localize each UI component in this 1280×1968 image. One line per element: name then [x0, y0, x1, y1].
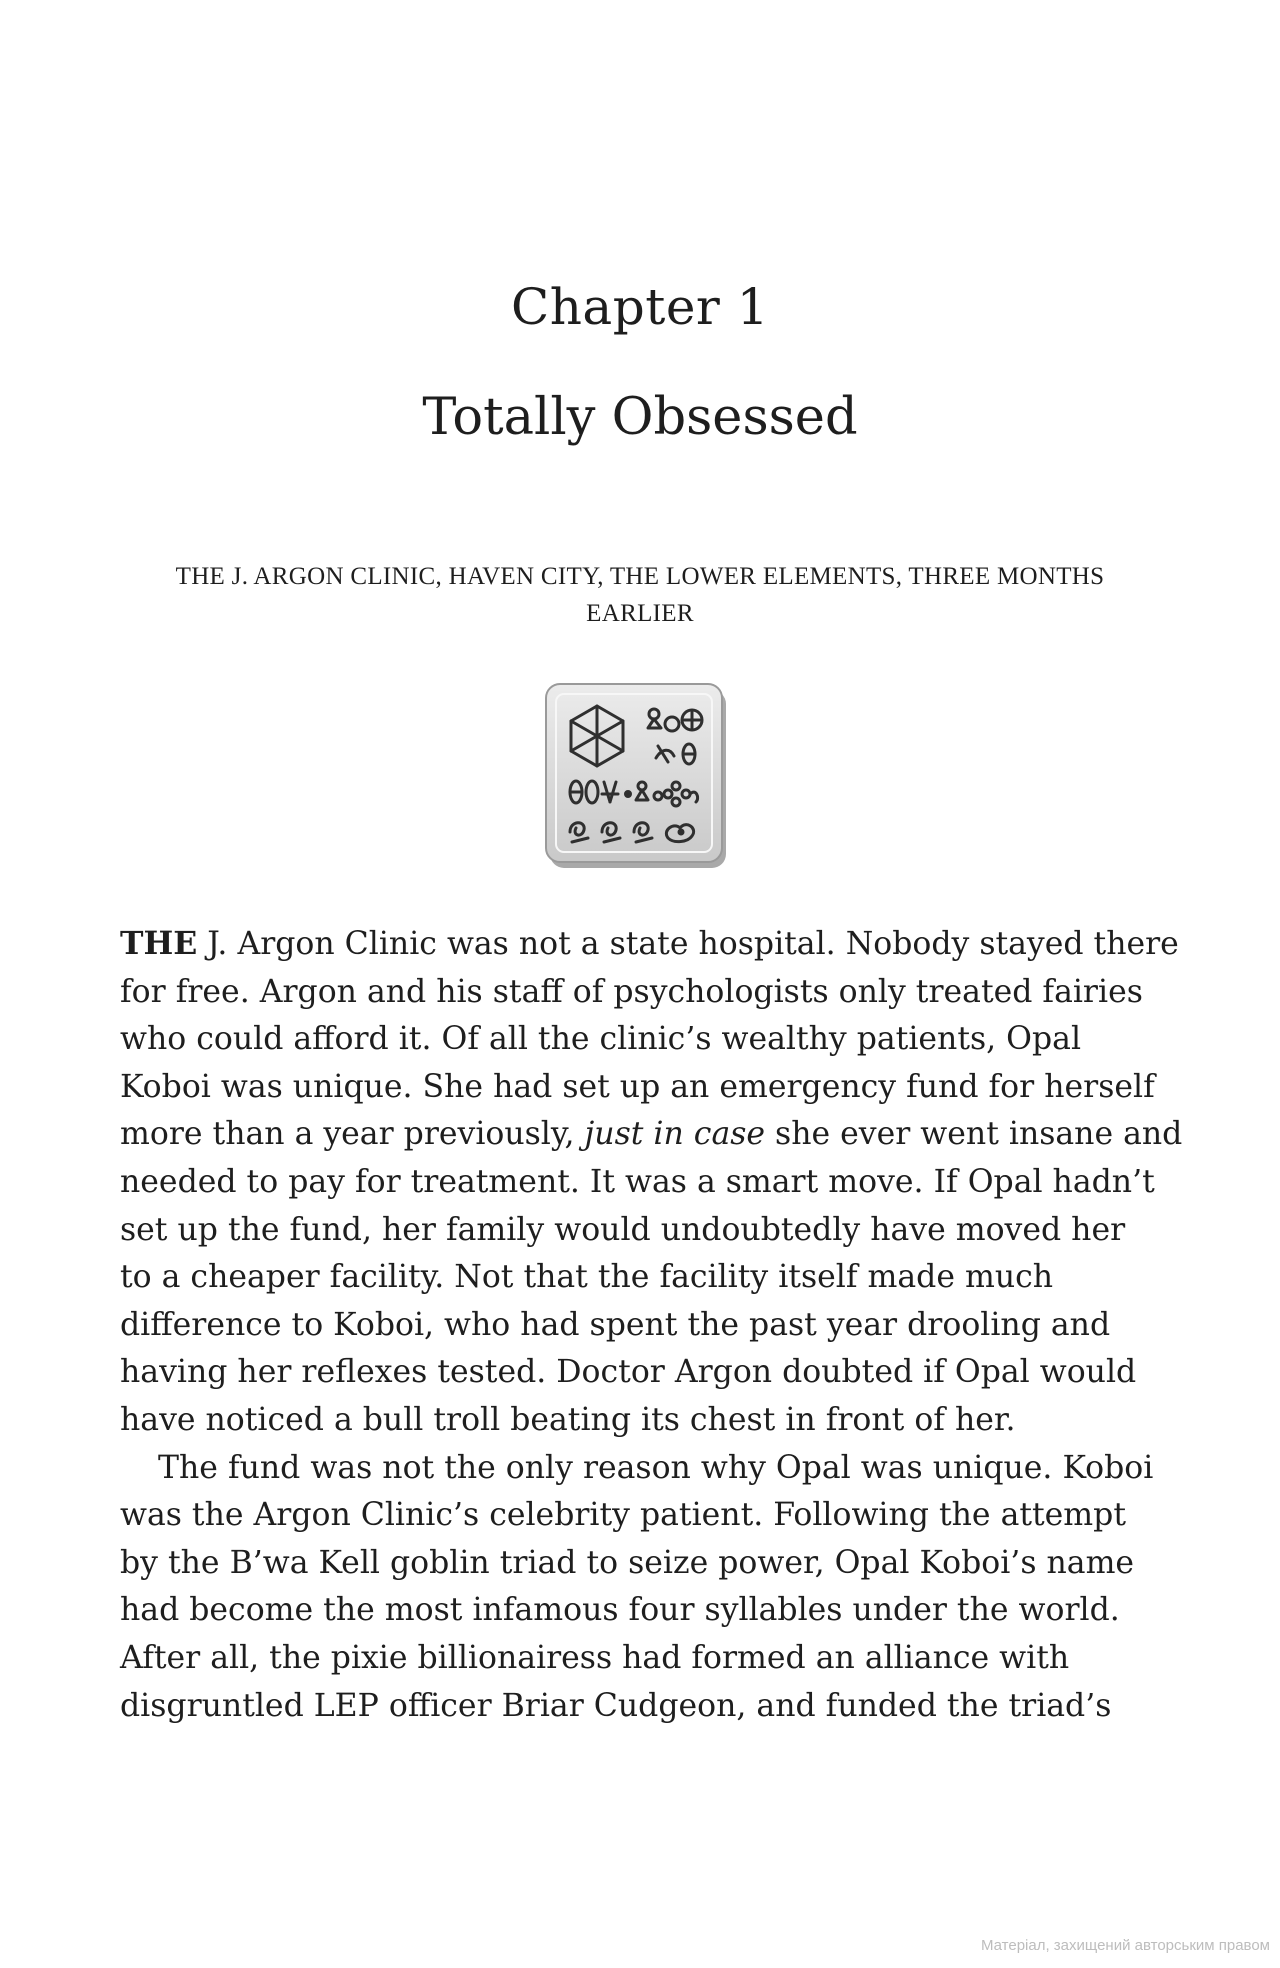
paragraph-2-line-2: was the Argon Clinic’s celebrity patient. Following the attempt: [120, 1497, 1127, 1534]
paragraph-1-line-7: set up the fund, her family would undoubtedly have moved her: [120, 1211, 1126, 1248]
dateline: [140, 558, 1140, 632]
paragraph-1-line-1: [120, 920, 1179, 969]
paragraph-1-line-5: [120, 1111, 1183, 1159]
body-text: [120, 920, 1183, 1730]
chapter-number: Chapter 1: [510, 278, 770, 336]
paragraph-2-line-6: disgruntled LEP officer Briar Cudgeon, and funded the triad’s: [120, 1687, 1112, 1724]
paragraph-2-line-1: The fund was not the only reason why Opal was unique. Koboi: [158, 1449, 1154, 1486]
paragraph-2-line-5: After all, the pixie billionairess had formed an alliance with: [120, 1639, 1070, 1676]
copyright-watermark: Матеріал, захищений авторським правом: [980, 1937, 1270, 1954]
paragraph-1-line-1-text: J. Argon Clinic was not a state hospital. Nobody stayed there: [197, 926, 1179, 962]
paragraph-1-line-6: needed to pay for treatment. It was a smart move. If Opal hadn’t: [120, 1163, 1155, 1200]
paragraph-1-line-3: who could afford it. Of all the clinic’s wealthy patients, Opal: [120, 1021, 1082, 1058]
italic-phrase: just in case: [584, 1116, 766, 1153]
line-5-before: more than a year previously,: [120, 1116, 585, 1153]
gnommish-glyph-tile-icon: [544, 682, 730, 872]
paragraph-1-line-9: difference to Koboi, who had spent the past year drooling and: [120, 1306, 1111, 1343]
dateline-line-2: EARLIER: [586, 600, 694, 627]
paragraph-2: [120, 1445, 1160, 1731]
paragraph-1: [120, 920, 1183, 1445]
paragraph-1-line-8: to a cheaper facility. Not that the facility itself made much: [120, 1259, 1054, 1296]
paragraph-1-line-10: having her reflexes tested. Doctor Argon doubted if Opal would: [120, 1354, 1137, 1391]
paragraph-1-line-11: have noticed a bull troll beating its chest in front of her.: [120, 1401, 1016, 1438]
chapter-title: Totally Obsessed: [422, 388, 858, 447]
paragraph-1-line-2: for free. Argon and his staff of psychologists only treated fairies: [120, 973, 1143, 1010]
line-5-after: she ever went insane and: [765, 1116, 1183, 1153]
paragraph-2-line-3: by the B’wa Kell goblin triad to seize power, Opal Koboi’s name: [120, 1544, 1135, 1581]
paragraph-2-line-4: had become the most infamous four syllables under the world.: [120, 1592, 1120, 1629]
dateline-line-1: THE J. ARGON CLINIC, HAVEN CITY, THE LOWER ELEMENTS, THREE MONTHS: [175, 563, 1105, 590]
lead-word: THE: [120, 925, 198, 962]
paragraph-1-line-4: Koboi was unique. She had set up an emergency fund for herself: [120, 1068, 1155, 1105]
